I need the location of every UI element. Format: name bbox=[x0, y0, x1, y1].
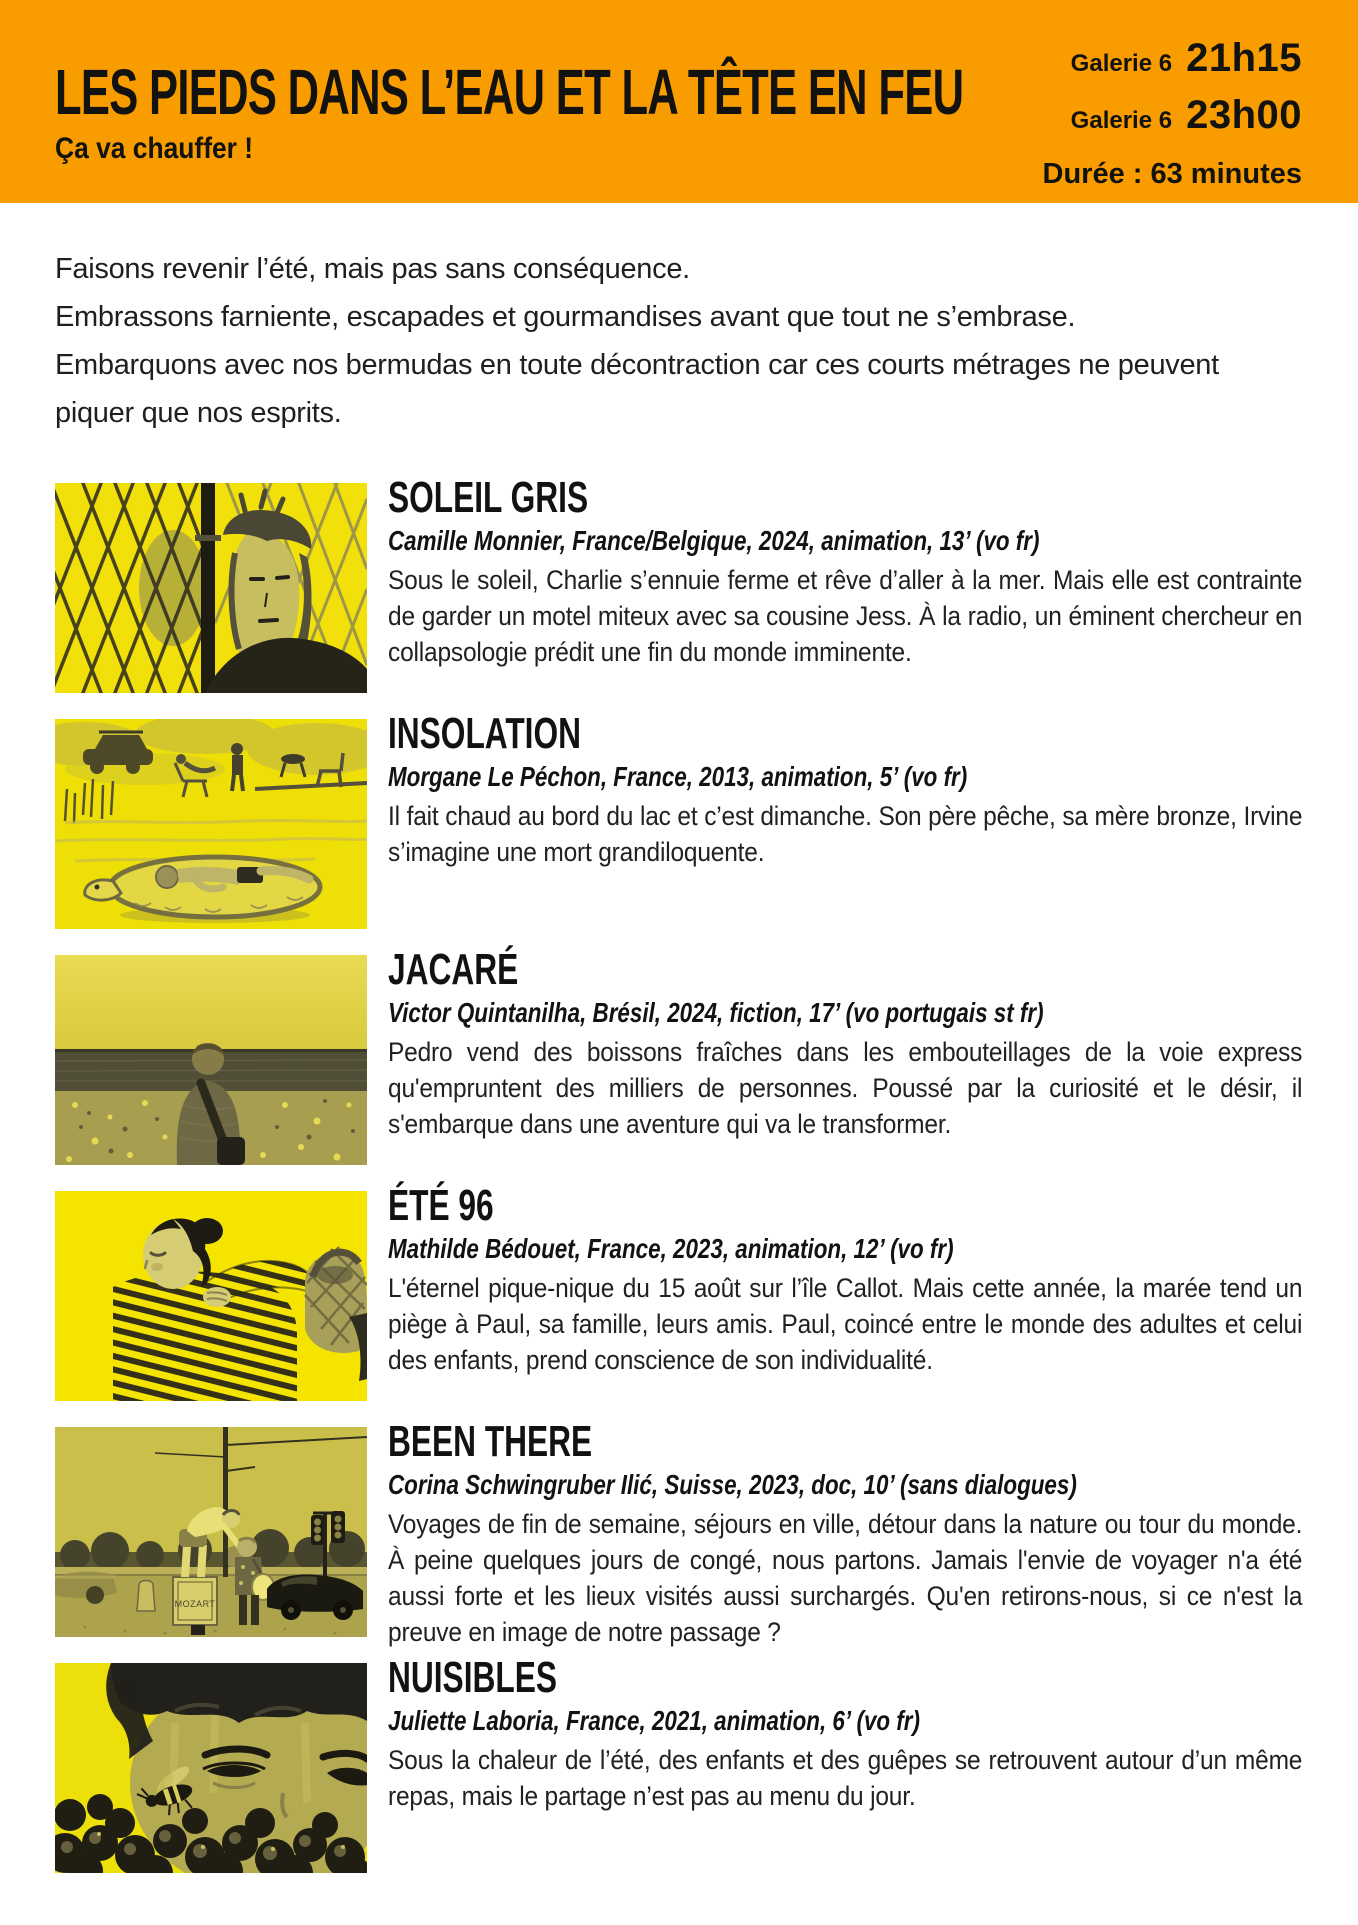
film-thumbnail bbox=[55, 1427, 367, 1637]
film-title: NUISIBLES bbox=[388, 1653, 557, 1702]
film-title: SOLEIL GRIS bbox=[388, 473, 589, 522]
film-credits: Juliette Laboria, France, 2021, animation, 6’ (vo fr) bbox=[388, 1705, 920, 1736]
film-text-block bbox=[388, 1181, 1303, 1378]
film-description: Il fait chaud au bord du lac et c’est dimanche. Son père pêche, sa mère bronze, Irvine s’imagine une mort grandiloquente. bbox=[388, 801, 1303, 867]
film-thumbnail bbox=[55, 1663, 367, 1873]
film-entry bbox=[55, 1417, 1303, 1647]
film-entry bbox=[55, 1653, 1303, 1873]
film-description: Sous la chaleur de l’été, des enfants et des guêpes se retrouvent autour d’un même repas, mais le partage n’est pas au menu du jour. bbox=[388, 1745, 1303, 1811]
session-venue: Galerie 6 bbox=[1070, 50, 1173, 77]
film-credits: Victor Quintanilha, Brésil, 2024, fiction, 17’ (vo portugais st fr) bbox=[388, 997, 1044, 1028]
intro-text bbox=[55, 245, 1302, 437]
film-title: INSOLATION bbox=[388, 709, 582, 758]
insolation-lakeside-illustration bbox=[55, 719, 367, 929]
film-title: ÉTÉ 96 bbox=[388, 1181, 494, 1230]
film-title: BEEN THERE bbox=[388, 1417, 593, 1466]
film-entry bbox=[55, 473, 1303, 693]
film-thumbnail bbox=[55, 1191, 367, 1401]
film-text-block bbox=[388, 1417, 1303, 1650]
been-there-street-scene-photo bbox=[55, 1427, 367, 1637]
page-subtitle: Ça va chauffer ! bbox=[55, 132, 254, 165]
film-thumbnail bbox=[55, 719, 367, 929]
page-title: LES PIEDS DANS L’EAU ET LA TÊTE EN FEU bbox=[55, 56, 964, 128]
intro-line: Embrassons farniente, escapades et gourmandises avant que tout ne s’embrase. bbox=[55, 301, 1076, 333]
intro-line: Faisons revenir l’été, mais pas sans conséquence. bbox=[55, 253, 690, 285]
film-description: L'éternel pique-nique du 15 août sur l’île Callot. Mais cette année, la marée tend un piège à Paul, sa famille, leurs amis. Paul, coincé entre le monde des adultes et celui des enfants, prend conscience de son individualité. bbox=[388, 1273, 1303, 1375]
jacare-beach-man-photo bbox=[55, 955, 367, 1165]
duration-label: Durée : 63 minutes bbox=[1042, 158, 1302, 190]
film-description: Pedro vend des boissons fraîches dans les embouteillages de la voie express qu'empruntent des milliers de personnes. Poussé par la curiosité et le désir, il s'embarque dans une aventure qui va le transformer. bbox=[388, 1037, 1303, 1139]
nuisibles-child-face-wasp-illustration bbox=[55, 1663, 367, 1873]
film-thumbnail bbox=[55, 955, 367, 1165]
film-title: JACARÉ bbox=[388, 945, 519, 994]
film-entry bbox=[55, 709, 1303, 929]
soleil-gris-fence-girl-illustration bbox=[55, 483, 367, 693]
session-time: 21h15 bbox=[1186, 36, 1302, 80]
intro-line: Embarquons avec nos bermudas en toute décontraction car ces courts métrages ne peuvent piquer que nos esprits. bbox=[55, 349, 1219, 429]
film-entry bbox=[55, 1181, 1303, 1401]
header-left bbox=[55, 0, 1043, 203]
film-text-block bbox=[388, 473, 1303, 670]
film-list bbox=[55, 473, 1303, 1873]
session-venue: Galerie 6 bbox=[1070, 107, 1173, 134]
film-description: Sous le soleil, Charlie s’ennuie ferme et rêve d’aller à la mer. Mais elle est contrainte de garder un motel miteux avec sa cousine Jess. À la radio, un éminent chercheur en collapsologie prédit une fin du monde imminente. bbox=[388, 565, 1303, 667]
film-credits: Corina Schwingruber Ilić, Suisse, 2023, doc, 10’ (sans dialogues) bbox=[388, 1469, 1077, 1500]
film-credits: Camille Monnier, France/Belgique, 2024, animation, 13’ (vo fr) bbox=[388, 525, 1040, 556]
session-row bbox=[1043, 34, 1302, 91]
header-band bbox=[0, 0, 1358, 203]
film-description: Voyages de fin de semaine, séjours en ville, détour dans la nature ou tour du monde. À peine quelques jours de congé, nous partons. Jamais l'envie de voyager n'a été aussi forte et les lieux visités aussi surchargés. Qu'en retirons-nous, si ce n'est la preuve en image de notre passage ? bbox=[388, 1509, 1303, 1647]
film-text-block bbox=[388, 1653, 1303, 1814]
film-entry bbox=[55, 945, 1303, 1165]
film-thumbnail bbox=[55, 483, 367, 693]
session-time: 23h00 bbox=[1186, 93, 1302, 137]
schedule-block bbox=[1043, 0, 1302, 203]
mozart-box-label: MOZART bbox=[174, 1599, 216, 1609]
session-row bbox=[1043, 91, 1302, 148]
film-text-block bbox=[388, 945, 1303, 1142]
ete-96-striped-hug-illustration bbox=[55, 1191, 367, 1401]
film-text-block bbox=[388, 709, 1303, 870]
film-credits: Morgane Le Péchon, France, 2013, animation, 5’ (vo fr) bbox=[388, 761, 968, 792]
film-credits: Mathilde Bédouet, France, 2023, animation, 12’ (vo fr) bbox=[388, 1233, 954, 1264]
